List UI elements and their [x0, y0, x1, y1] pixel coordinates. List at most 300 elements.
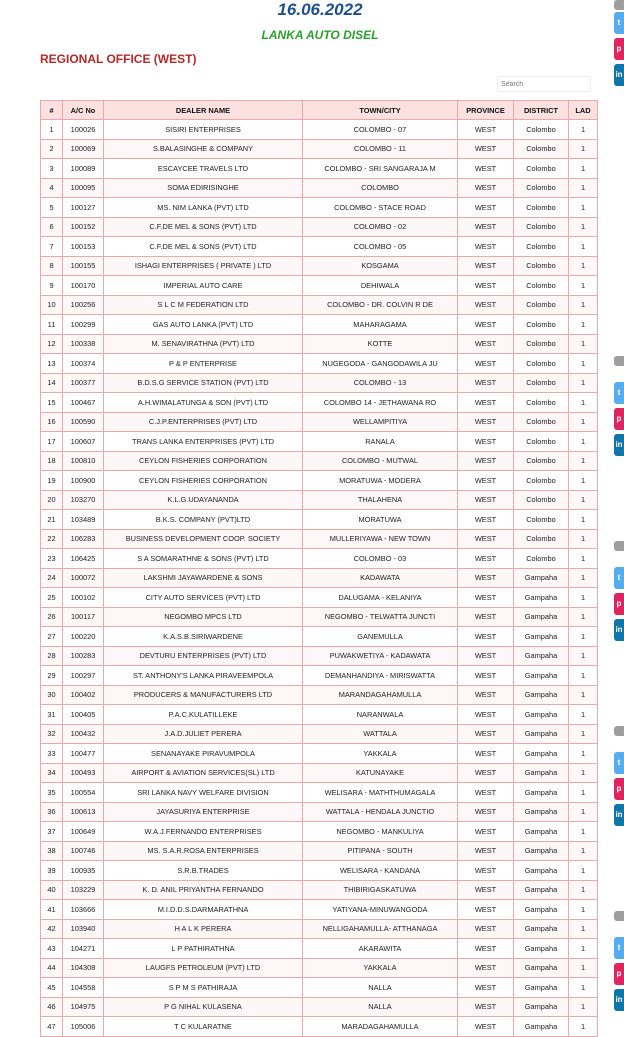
table-row	[41, 646, 598, 666]
cell-province: WEST	[458, 471, 514, 491]
cell-town-city: NEGOMBO - TELWATTA JUNCTI	[303, 607, 458, 627]
cell-province: WEST	[458, 412, 514, 432]
cell-ac-number: 104308	[63, 958, 104, 978]
cell-ac-number: 105006	[63, 1017, 104, 1037]
cell-ac-number: 100155	[63, 256, 104, 276]
cell-district: Colombo	[514, 334, 569, 354]
cell-lad: 1	[569, 139, 598, 159]
share-separator	[614, 0, 624, 10]
cell-lad: 1	[569, 295, 598, 315]
linkedin-share-button[interactable]	[614, 619, 624, 641]
cell-ac-number: 100095	[63, 178, 104, 198]
cell-province: WEST	[458, 490, 514, 510]
cell-row-number: 2	[41, 139, 63, 159]
cell-lad: 1	[569, 510, 598, 530]
cell-province: WEST	[458, 919, 514, 939]
twitter-icon: t	[617, 18, 621, 27]
cell-ac-number: 100613	[63, 802, 104, 822]
cell-lad: 1	[569, 490, 598, 510]
cell-province: WEST	[458, 841, 514, 861]
cell-row-number: 31	[41, 705, 63, 725]
cell-row-number: 35	[41, 783, 63, 803]
cell-row-number: 29	[41, 666, 63, 686]
cell-row-number: 37	[41, 822, 63, 842]
table-row	[41, 588, 598, 608]
cell-ac-number: 100900	[63, 471, 104, 491]
cell-ac-number: 100477	[63, 744, 104, 764]
table-row	[41, 256, 598, 276]
cell-dealer-name: M.I.D.D.S.DARMARATHNA	[104, 900, 303, 920]
cell-province: WEST	[458, 373, 514, 393]
cell-dealer-name: K.A.S.B.SIRIWARDENE	[104, 627, 303, 647]
cell-row-number: 19	[41, 471, 63, 491]
table-row	[41, 373, 598, 393]
cell-town-city: COLOMBO - STACE ROAD	[303, 198, 458, 218]
twitter-share-button[interactable]	[614, 12, 624, 34]
cell-dealer-name: JAYASURIYA ENTERPRISE	[104, 802, 303, 822]
cell-province: WEST	[458, 178, 514, 198]
cell-district: Gampaha	[514, 724, 569, 744]
cell-dealer-name: ESCAYCEE TRAVELS LTD	[104, 159, 303, 179]
cell-dealer-name: PRODUCERS & MANUFACTURERS LTD	[104, 685, 303, 705]
cell-province: WEST	[458, 958, 514, 978]
twitter-share-button[interactable]	[614, 382, 624, 404]
cell-lad: 1	[569, 880, 598, 900]
table-row	[41, 607, 598, 627]
table-row	[41, 802, 598, 822]
twitter-icon: t	[617, 758, 621, 767]
report-date: 16.06.2022	[277, 0, 363, 19]
linkedin-icon: in	[615, 70, 623, 79]
cell-district: Colombo	[514, 432, 569, 452]
cell-town-city: MORATUWA - MODERA	[303, 471, 458, 491]
cell-row-number: 45	[41, 978, 63, 998]
cell-province: WEST	[458, 315, 514, 335]
cell-district: Colombo	[514, 490, 569, 510]
cell-row-number: 42	[41, 919, 63, 939]
cell-ac-number: 103940	[63, 919, 104, 939]
search-input[interactable]	[497, 76, 591, 92]
table-row	[41, 237, 598, 257]
cell-ac-number: 100297	[63, 666, 104, 686]
cell-lad: 1	[569, 256, 598, 276]
cell-town-city: COLOMBO - MUTWAL	[303, 451, 458, 471]
cell-province: WEST	[458, 646, 514, 666]
cell-lad: 1	[569, 198, 598, 218]
cell-row-number: 41	[41, 900, 63, 920]
cell-lad: 1	[569, 646, 598, 666]
cell-lad: 1	[569, 919, 598, 939]
cell-lad: 1	[569, 744, 598, 764]
cell-province: WEST	[458, 295, 514, 315]
linkedin-share-button[interactable]	[614, 804, 624, 826]
cell-lad: 1	[569, 315, 598, 335]
table-row	[41, 510, 598, 530]
cell-row-number: 8	[41, 256, 63, 276]
cell-town-city: YAKKALA	[303, 744, 458, 764]
cell-lad: 1	[569, 334, 598, 354]
cell-district: Colombo	[514, 471, 569, 491]
cell-district: Colombo	[514, 451, 569, 471]
table-row	[41, 841, 598, 861]
cell-province: WEST	[458, 978, 514, 998]
cell-ac-number: 106283	[63, 529, 104, 549]
cell-province: WEST	[458, 997, 514, 1017]
column-header-province[interactable]: PROVINCE	[458, 101, 514, 120]
table-row	[41, 919, 598, 939]
column-header-town-city[interactable]: TOWN/CITY	[303, 101, 458, 120]
cell-ac-number: 106425	[63, 549, 104, 569]
cell-town-city: COLOMBO - 05	[303, 237, 458, 257]
cell-town-city: NALLA	[303, 997, 458, 1017]
cell-row-number: 33	[41, 744, 63, 764]
cell-district: Gampaha	[514, 666, 569, 686]
table-row	[41, 217, 598, 237]
cell-ac-number: 104271	[63, 939, 104, 959]
table-row	[41, 139, 598, 159]
cell-row-number: 10	[41, 295, 63, 315]
cell-lad: 1	[569, 373, 598, 393]
cell-district: Colombo	[514, 237, 569, 257]
table-row	[41, 666, 598, 686]
cell-town-city: KOSGAMA	[303, 256, 458, 276]
table-row	[41, 490, 598, 510]
cell-ac-number: 100089	[63, 159, 104, 179]
cell-row-number: 28	[41, 646, 63, 666]
cell-dealer-name: ISHAGI ENTERPRISES ( PRIVATE ) LTD	[104, 256, 303, 276]
cell-row-number: 5	[41, 198, 63, 218]
company-title: LANKA AUTO DISEL	[261, 28, 379, 42]
cell-town-city: COLOMBO	[303, 178, 458, 198]
cell-province: WEST	[458, 549, 514, 569]
cell-district: Colombo	[514, 178, 569, 198]
cell-dealer-name: H A L K PERERA	[104, 919, 303, 939]
cell-ac-number: 100338	[63, 334, 104, 354]
cell-row-number: 1	[41, 120, 63, 140]
cell-dealer-name: DEVTURU ENTERPRISES (PVT) LTD	[104, 646, 303, 666]
cell-district: Gampaha	[514, 627, 569, 647]
cell-row-number: 3	[41, 159, 63, 179]
cell-dealer-name: C.F.DE MEL & SONS (PVT) LTD	[104, 237, 303, 257]
cell-province: WEST	[458, 880, 514, 900]
cell-district: Gampaha	[514, 568, 569, 588]
cell-town-city: YAKKALA	[303, 958, 458, 978]
cell-district: Gampaha	[514, 763, 569, 783]
twitter-share-button[interactable]	[614, 567, 624, 589]
cell-dealer-name: A.H.WIMALATUNGA & SON (PVT) LTD	[104, 393, 303, 413]
table-row	[41, 393, 598, 413]
pinterest-share-button[interactable]	[614, 408, 624, 430]
cell-town-city: MAHARAGAMA	[303, 315, 458, 335]
cell-district: Gampaha	[514, 978, 569, 998]
cell-ac-number: 100377	[63, 373, 104, 393]
table-row	[41, 1017, 598, 1037]
cell-dealer-name: S P M S PATHIRAJA	[104, 978, 303, 998]
cell-row-number: 23	[41, 549, 63, 569]
cell-province: WEST	[458, 256, 514, 276]
cell-dealer-name: W.A.J.FERNANDO ENTERPRISES	[104, 822, 303, 842]
cell-town-city: THALAHENA	[303, 490, 458, 510]
cell-district: Gampaha	[514, 900, 569, 920]
cell-province: WEST	[458, 510, 514, 530]
cell-lad: 1	[569, 841, 598, 861]
cell-lad: 1	[569, 393, 598, 413]
table-row	[41, 958, 598, 978]
cell-dealer-name: P & P ENTERPRISE	[104, 354, 303, 374]
cell-lad: 1	[569, 627, 598, 647]
cell-lad: 1	[569, 939, 598, 959]
dealer-table	[40, 100, 598, 1037]
cell-ac-number: 100117	[63, 607, 104, 627]
linkedin-share-button[interactable]	[614, 434, 624, 456]
cell-dealer-name: ST. ANTHONY'S LANKA PIRAVEEMPOLA	[104, 666, 303, 686]
cell-lad: 1	[569, 783, 598, 803]
cell-ac-number: 103270	[63, 490, 104, 510]
cell-lad: 1	[569, 978, 598, 998]
cell-district: Colombo	[514, 295, 569, 315]
cell-dealer-name: SENANAYAKE PIRAVUMPOLA	[104, 744, 303, 764]
cell-lad: 1	[569, 276, 598, 296]
share-separator	[614, 911, 624, 921]
cell-town-city: WATTALA - HENDALA JUNCTIO	[303, 802, 458, 822]
cell-dealer-name: S.R.B.TRADES	[104, 861, 303, 881]
cell-lad: 1	[569, 178, 598, 198]
pinterest-icon: p	[616, 44, 622, 53]
cell-ac-number: 100283	[63, 646, 104, 666]
cell-district: Gampaha	[514, 802, 569, 822]
table-row	[41, 685, 598, 705]
cell-dealer-name: P G NIHAL KULASENA	[104, 997, 303, 1017]
cell-ac-number: 100649	[63, 822, 104, 842]
table-row	[41, 978, 598, 998]
cell-district: Gampaha	[514, 822, 569, 842]
cell-row-number: 16	[41, 412, 63, 432]
cell-province: WEST	[458, 451, 514, 471]
cell-dealer-name: CEYLON FISHERIES CORPORATION	[104, 471, 303, 491]
cell-lad: 1	[569, 549, 598, 569]
cell-ac-number: 103229	[63, 880, 104, 900]
table-row	[41, 880, 598, 900]
table-row	[41, 354, 598, 374]
cell-province: WEST	[458, 900, 514, 920]
cell-ac-number: 104975	[63, 997, 104, 1017]
table-row	[41, 198, 598, 218]
cell-province: WEST	[458, 568, 514, 588]
cell-dealer-name: AIRPORT & AVIATION SERVICES(SL) LTD	[104, 763, 303, 783]
cell-ac-number: 103489	[63, 510, 104, 530]
cell-district: Gampaha	[514, 997, 569, 1017]
cell-row-number: 46	[41, 997, 63, 1017]
twitter-share-button[interactable]	[614, 937, 624, 959]
cell-row-number: 26	[41, 607, 63, 627]
cell-dealer-name: P.A.C.KULATILLEKE	[104, 705, 303, 725]
cell-ac-number: 104558	[63, 978, 104, 998]
table-row	[41, 120, 598, 140]
cell-ac-number: 100432	[63, 724, 104, 744]
cell-row-number: 39	[41, 861, 63, 881]
cell-lad: 1	[569, 471, 598, 491]
cell-ac-number: 100072	[63, 568, 104, 588]
share-separator	[614, 726, 624, 736]
table-row	[41, 432, 598, 452]
cell-ac-number: 103666	[63, 900, 104, 920]
cell-province: WEST	[458, 237, 514, 257]
cell-district: Colombo	[514, 256, 569, 276]
cell-town-city: DEHIWALA	[303, 276, 458, 296]
cell-lad: 1	[569, 958, 598, 978]
twitter-share-button[interactable]	[614, 752, 624, 774]
pinterest-share-button[interactable]	[614, 38, 624, 60]
cell-district: Colombo	[514, 120, 569, 140]
cell-row-number: 34	[41, 763, 63, 783]
cell-town-city: MULLERIYAWA - NEW TOWN	[303, 529, 458, 549]
twitter-icon: t	[617, 573, 621, 582]
cell-ac-number: 100467	[63, 393, 104, 413]
linkedin-share-button[interactable]	[614, 64, 624, 86]
cell-province: WEST	[458, 705, 514, 725]
table-row	[41, 861, 598, 881]
column-header-lad[interactable]: LAD	[569, 101, 598, 120]
cell-town-city: COLOMBO - 11	[303, 139, 458, 159]
cell-row-number: 30	[41, 685, 63, 705]
cell-district: Gampaha	[514, 958, 569, 978]
cell-row-number: 11	[41, 315, 63, 335]
cell-town-city: YATIYANA-MINUWANGODA	[303, 900, 458, 920]
table-row	[41, 276, 598, 296]
cell-dealer-name: J.A.D.JULIET PERERA	[104, 724, 303, 744]
cell-dealer-name: SOMA EDIRISINGHE	[104, 178, 303, 198]
cell-lad: 1	[569, 451, 598, 471]
cell-town-city: NELLIGAHAMULLA- ATTHANAGA	[303, 919, 458, 939]
linkedin-icon: in	[615, 625, 623, 634]
cell-dealer-name: C.J.P.ENTERPRISES (PVT) LTD	[104, 412, 303, 432]
pinterest-icon: p	[616, 784, 622, 793]
cell-ac-number: 100554	[63, 783, 104, 803]
column-header-number[interactable]: #	[41, 101, 63, 120]
table-row	[41, 334, 598, 354]
cell-district: Gampaha	[514, 685, 569, 705]
cell-town-city: GANEMULLA	[303, 627, 458, 647]
cell-row-number: 4	[41, 178, 63, 198]
cell-province: WEST	[458, 159, 514, 179]
cell-row-number: 36	[41, 802, 63, 822]
pinterest-icon: p	[616, 969, 622, 978]
cell-row-number: 27	[41, 627, 63, 647]
pinterest-share-button[interactable]	[614, 778, 624, 800]
cell-lad: 1	[569, 588, 598, 608]
column-header-dealer-name[interactable]: DEALER NAME	[104, 101, 303, 120]
cell-province: WEST	[458, 666, 514, 686]
cell-town-city: NUGEGODA - GANGODAWILA JU	[303, 354, 458, 374]
cell-lad: 1	[569, 432, 598, 452]
region-heading: REGIONAL OFFICE (WEST)	[40, 52, 197, 66]
cell-lad: 1	[569, 412, 598, 432]
cell-province: WEST	[458, 607, 514, 627]
table-row	[41, 939, 598, 959]
table-row	[41, 471, 598, 491]
cell-ac-number: 100590	[63, 412, 104, 432]
cell-province: WEST	[458, 861, 514, 881]
cell-district: Colombo	[514, 393, 569, 413]
column-header-district[interactable]: DISTRICT	[514, 101, 569, 120]
cell-lad: 1	[569, 217, 598, 237]
cell-town-city: MARADAGAHAMULLA	[303, 1017, 458, 1037]
linkedin-icon: in	[615, 995, 623, 1004]
cell-dealer-name: K. D. ANIL PRIYANTHA FERNANDO	[104, 880, 303, 900]
cell-province: WEST	[458, 529, 514, 549]
cell-lad: 1	[569, 861, 598, 881]
pinterest-share-button[interactable]	[614, 593, 624, 615]
pinterest-share-button[interactable]	[614, 963, 624, 985]
table-row	[41, 627, 598, 647]
cell-district: Colombo	[514, 549, 569, 569]
cell-row-number: 12	[41, 334, 63, 354]
table-row	[41, 783, 598, 803]
cell-dealer-name: SISIRI ENTERPRISES	[104, 120, 303, 140]
cell-dealer-name: M. SENAVIRATHNA (PVT) LTD	[104, 334, 303, 354]
cell-ac-number: 100102	[63, 588, 104, 608]
cell-district: Gampaha	[514, 861, 569, 881]
cell-district: Colombo	[514, 373, 569, 393]
cell-dealer-name: S L C M FEDERATION LTD	[104, 295, 303, 315]
cell-dealer-name: BUSINESS DEVELOPMENT COOP. SOCIETY	[104, 529, 303, 549]
cell-row-number: 13	[41, 354, 63, 374]
table-row	[41, 900, 598, 920]
cell-row-number: 32	[41, 724, 63, 744]
table-row	[41, 997, 598, 1017]
cell-lad: 1	[569, 997, 598, 1017]
cell-lad: 1	[569, 763, 598, 783]
cell-town-city: DEMANHANDIYA - MIRISWATTA	[303, 666, 458, 686]
cell-province: WEST	[458, 783, 514, 803]
cell-row-number: 44	[41, 958, 63, 978]
cell-lad: 1	[569, 120, 598, 140]
cell-district: Colombo	[514, 139, 569, 159]
cell-town-city: KATUNAYAKE	[303, 763, 458, 783]
table-header-row	[41, 101, 598, 120]
column-header-ac-no[interactable]: A/C No	[63, 101, 104, 120]
cell-ac-number: 100935	[63, 861, 104, 881]
cell-dealer-name: B.K.S. COMPANY (PVT)LTD	[104, 510, 303, 530]
cell-province: WEST	[458, 822, 514, 842]
cell-lad: 1	[569, 705, 598, 725]
cell-ac-number: 100746	[63, 841, 104, 861]
cell-district: Colombo	[514, 510, 569, 530]
table-row	[41, 822, 598, 842]
cell-ac-number: 100299	[63, 315, 104, 335]
cell-district: Colombo	[514, 159, 569, 179]
cell-lad: 1	[569, 1017, 598, 1037]
table-row	[41, 178, 598, 198]
cell-dealer-name: S A SOMARATHNE & SONS (PVT) LTD	[104, 549, 303, 569]
cell-lad: 1	[569, 822, 598, 842]
cell-district: Gampaha	[514, 1017, 569, 1037]
cell-dealer-name: MS. S.A.R.ROSA ENTERPRISES	[104, 841, 303, 861]
cell-town-city: WELISARA - KANDANA	[303, 861, 458, 881]
cell-district: Gampaha	[514, 841, 569, 861]
cell-town-city: KADAWATA	[303, 568, 458, 588]
linkedin-share-button[interactable]	[614, 989, 624, 1011]
table-row	[41, 705, 598, 725]
cell-town-city: PITIPANA - SOUTH	[303, 841, 458, 861]
cell-province: WEST	[458, 724, 514, 744]
cell-district: Colombo	[514, 276, 569, 296]
cell-province: WEST	[458, 334, 514, 354]
cell-town-city: PUWAKWETIYA - KADAWATA	[303, 646, 458, 666]
table-row	[41, 412, 598, 432]
cell-province: WEST	[458, 939, 514, 959]
cell-lad: 1	[569, 159, 598, 179]
